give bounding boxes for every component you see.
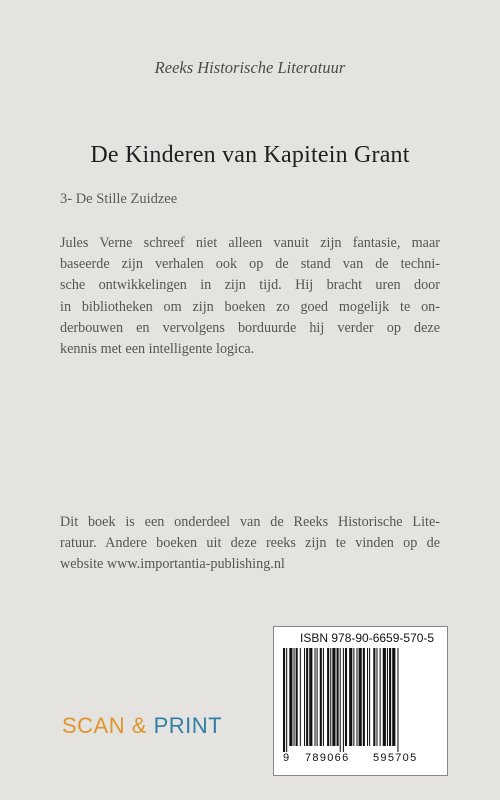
info-line: ratuur. Andere boeken uit deze reeks zijn te vinden op de (60, 535, 440, 552)
blurb-line: Jules Verne schreef niet alleen vanuit zijn fantasie, maar (60, 235, 440, 251)
blurb-line: sche ontwikkelingen in zijn tijd. Hij bracht uren door (60, 277, 440, 294)
barcode-digit-first: 9 (283, 752, 290, 764)
barcode-icon (283, 648, 438, 752)
barcode-digits-right: 595705 (373, 752, 418, 764)
blurb-line: baseerde zijn verhalen ook op de stand van de techni- (60, 256, 440, 273)
blurb-line: derbouwen en vervolgens borduurde hij verder op deze (60, 319, 440, 336)
blurb-line: kennis met een intelligente logica. (60, 341, 255, 358)
book-title: De Kinderen van Kapitein Grant (90, 142, 410, 168)
book-subtitle: 3- De Stille Zuidzee (60, 191, 178, 207)
info-line: website www.importantia-publishing.nl (60, 556, 285, 573)
blurb-line: in bibliotheken om zijn boeken zo goed mogelijk te on- (60, 298, 440, 315)
logo-print-text: PRINT (153, 713, 223, 738)
series-title: Reeks Historische Literatuur (154, 58, 346, 77)
series-info-paragraph (60, 512, 440, 576)
logo-scan-text: SCAN (62, 713, 126, 738)
scan-and-print-logo (62, 713, 222, 739)
info-line: Dit boek is een onderdeel van de Reeks Historische Lite- (60, 514, 440, 530)
isbn-label: ISBN 978-90-6659-570-5 (300, 631, 435, 645)
blurb-paragraph (60, 233, 440, 360)
barcode-digits-left: 789066 (305, 752, 350, 764)
logo-amp-text: & (131, 713, 147, 738)
